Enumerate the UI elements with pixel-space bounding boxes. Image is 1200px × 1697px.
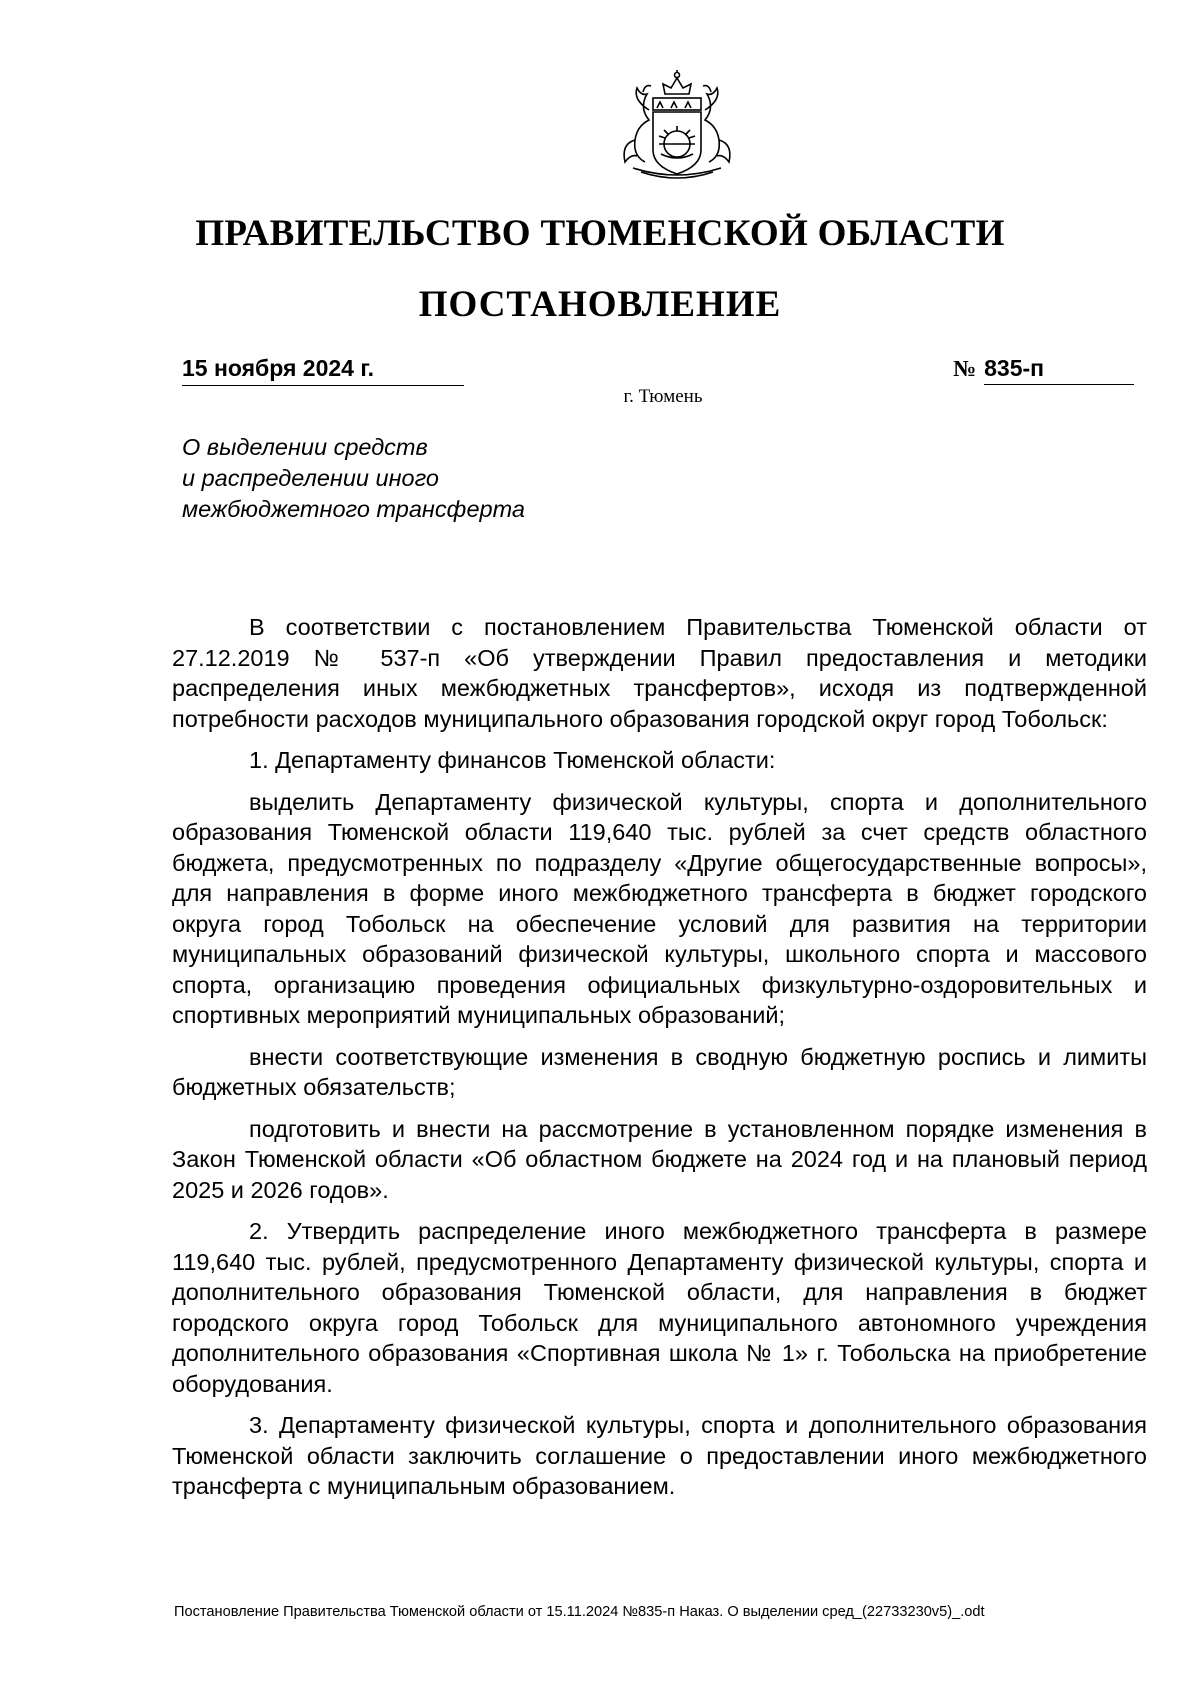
document-date: 15 ноября 2024 г. <box>182 355 464 386</box>
clause-1-prepare-law-changes: подготовить и внести на рассмотрение в установленном порядке изменения в Закон Тюменской области «Об областном бюджете на 2024 год и на плановый период 2025 и 2026 годов». <box>172 1115 1147 1203</box>
document-subject <box>182 432 525 525</box>
tyumen-region-coat-of-arms-icon <box>597 70 757 185</box>
number-sign: № <box>953 356 977 381</box>
city-label: г. Тюмень <box>623 386 703 407</box>
subject-line: межбюджетного трансферта <box>182 496 525 522</box>
document-number: 835-п <box>984 355 1134 385</box>
document-body <box>172 612 1147 1513</box>
clause-1-heading: 1. Департаменту финансов Тюменской области: <box>249 747 776 773</box>
document-type-heading: ПОСТАНОВЛЕНИЕ <box>418 284 782 325</box>
clause-3-paragraph: 3. Департаменту физической культуры, спорта и дополнительного образования Тюменской области заключить соглашение о предоставлении иного межбюджетного трансферта с муниципальным образованием. <box>172 1412 1147 1499</box>
organization-title: ПРАВИТЕЛЬСТВО ТЮМЕНСКОЙ ОБЛАСТИ <box>195 213 1005 254</box>
subject-line: О выделении средств <box>182 434 428 460</box>
footer-filename: Постановление Правительства Тюменской области от 15.11.2024 №835-п Наказ. О выделении сред_(22733230v5)_.odt <box>174 1604 985 1620</box>
subject-line: и распределении иного <box>182 465 439 491</box>
preamble-paragraph: В соответствии с постановлением Правительства Тюменской области от 27.12.2019 № 537-п «Об утверждении Правил предоставления и методики распределения иных межбюджетных трансфертов», исходя из подтвержденной потребности расходов муниципального образования городской округ город Тобольск: <box>172 614 1147 732</box>
clause-2-paragraph: 2. Утвердить распределение иного межбюджетного трансферта в размере 119,640 тыс. рублей, предусмотренного Департаменту физической культуры, спорта и дополнительного образования Тюменской области, для направления в бюджет городского округа город Тобольск для муниципального автономного учреждения дополнительного образования «Спортивная школа № 1» г. Тобольска на приобретение оборудования. <box>172 1218 1147 1397</box>
document-number-field <box>953 355 1143 383</box>
clause-1-allocate: выделить Департаменту физической культуры, спорта и дополнительного образования Тюменской области 119,640 тыс. рублей за счет средств областного бюджета, предусмотренных по подразделу «Другие общегосударственные вопросы», для направления в форме иного межбюджетного трансферта в бюджет городского округа город Тобольск на обеспечение условий для развития на территории муниципальных образований физической культуры, школьного спорта и массового спорта, организацию проведения официальных физкультурно-оздоровительных и спортивных мероприятий муниципальных образований; <box>172 788 1147 1028</box>
clause-1-amend-budget-list: внести соответствующие изменения в сводную бюджетную роспись и лимиты бюджетных обязательств; <box>172 1043 1147 1100</box>
